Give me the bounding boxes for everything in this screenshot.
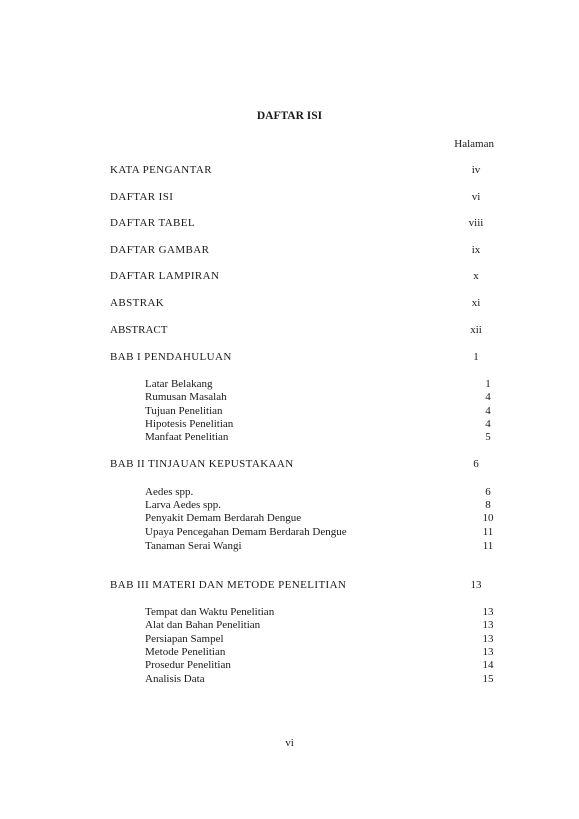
toc-subentry-page: 4 [485,405,491,417]
toc-entry [110,217,494,231]
toc-entry [110,324,494,338]
toc-entry [110,164,494,178]
toc-subentry [145,378,494,392]
page-number: vi [285,737,294,749]
toc-entry-page: vi [471,191,481,203]
toc-subentry-label: Persiapan Sampel [145,633,224,645]
toc-subentry-label: Alat dan Bahan Penelitian [145,619,261,631]
toc-subentry-label: Larva Aedes spp. [145,499,222,511]
toc-entry-label: KATA PENGANTAR [110,164,212,176]
toc-subentry-page: 13 [482,619,494,631]
toc-subentry-label: Rumusan Masalah [145,391,227,403]
toc-subentry [145,512,494,526]
toc-subentry-page: 6 [485,486,491,498]
toc-subentry-label: Prosedur Penelitian [145,659,231,671]
toc-entry [110,191,494,205]
toc-entry [110,270,494,284]
chapter-heading-page: 1 [473,351,479,363]
page-column-label: Halaman [454,138,494,150]
toc-subentry-page: 14 [482,659,494,671]
toc-subentry-page: 13 [482,646,494,658]
toc-subentry [145,659,494,673]
page-title: DAFTAR ISI [256,110,323,122]
toc-subentry-label: Manfaat Penelitian [145,431,229,443]
chapter-heading [110,579,494,593]
toc-entry-label: DAFTAR LAMPIRAN [110,270,220,282]
toc-subentry-page: 8 [485,499,491,511]
toc-subentry-label: Upaya Pencegahan Demam Berdarah Dengue [145,526,347,538]
toc-subentry-label: Aedes spp. [145,486,194,498]
chapter-heading-page: 6 [473,458,479,470]
chapter-heading-label: BAB I PENDAHULUAN [110,351,232,363]
toc-subentry-label: Penyakit Demam Berdarah Dengue [145,512,302,524]
toc-subentry-page: 11 [482,540,494,552]
toc-subentry-page: 13 [482,606,494,618]
chapter-heading-page: 13 [470,579,482,591]
toc-entry-page: viii [468,217,484,229]
toc-subentry-label: Latar Belakang [145,378,213,390]
toc-entry-label: DAFTAR ISI [110,191,174,203]
chapter-heading-label: BAB II TINJAUAN KEPUSTAKAAN [110,458,294,470]
toc-subentry-page: 4 [485,418,491,430]
toc-subentry [145,673,494,687]
toc-subentry [145,606,494,620]
toc-entry-page: xi [471,297,481,309]
toc-entry-label: DAFTAR GAMBAR [110,244,210,256]
toc-entry [110,297,494,311]
toc-entry-label: DAFTAR TABEL [110,217,196,229]
toc-subentry-label: Tanaman Serai Wangi [145,540,242,552]
toc-entry-page: iv [471,164,481,176]
toc-subentry [145,499,494,513]
toc-subentry [145,405,494,419]
chapter-heading-label: BAB III MATERI DAN METODE PENELITIAN [110,579,347,591]
toc-subentry-page: 15 [482,673,494,685]
toc-subentry-page: 10 [482,512,494,524]
toc-entry-page: ix [471,244,481,256]
toc-subentry-page: 13 [482,633,494,645]
toc-entry-page: xii [470,324,482,336]
toc-subentry-page: 4 [485,391,491,403]
chapter-heading [110,458,494,472]
toc-entry-label: ABSTRACT [110,324,168,336]
toc-subentry-page: 1 [485,378,491,390]
toc-entry [110,244,494,258]
toc-subentry [145,540,494,554]
toc-subentry [145,646,494,660]
toc-subentry [145,526,494,540]
toc-subentry-label: Hipotesis Penelitian [145,418,234,430]
toc-entry-page: x [473,270,479,282]
toc-subentry-label: Tujuan Penelitian [145,405,223,417]
toc-subentry [145,391,494,405]
toc-subentry [145,633,494,647]
toc-subentry [145,619,494,633]
toc-subentry-label: Tempat dan Waktu Penelitian [145,606,275,618]
toc-entry-label: ABSTRAK [110,297,165,309]
toc-subentry-page: 5 [485,431,491,443]
toc-subentry [145,418,494,432]
chapter-heading [110,351,494,365]
toc-subentry [145,431,494,445]
toc-subentry-page: 11 [482,526,494,538]
toc-subentry [145,486,494,500]
toc-subentry-label: Analisis Data [145,673,205,685]
toc-subentry-label: Metode Penelitian [145,646,226,658]
